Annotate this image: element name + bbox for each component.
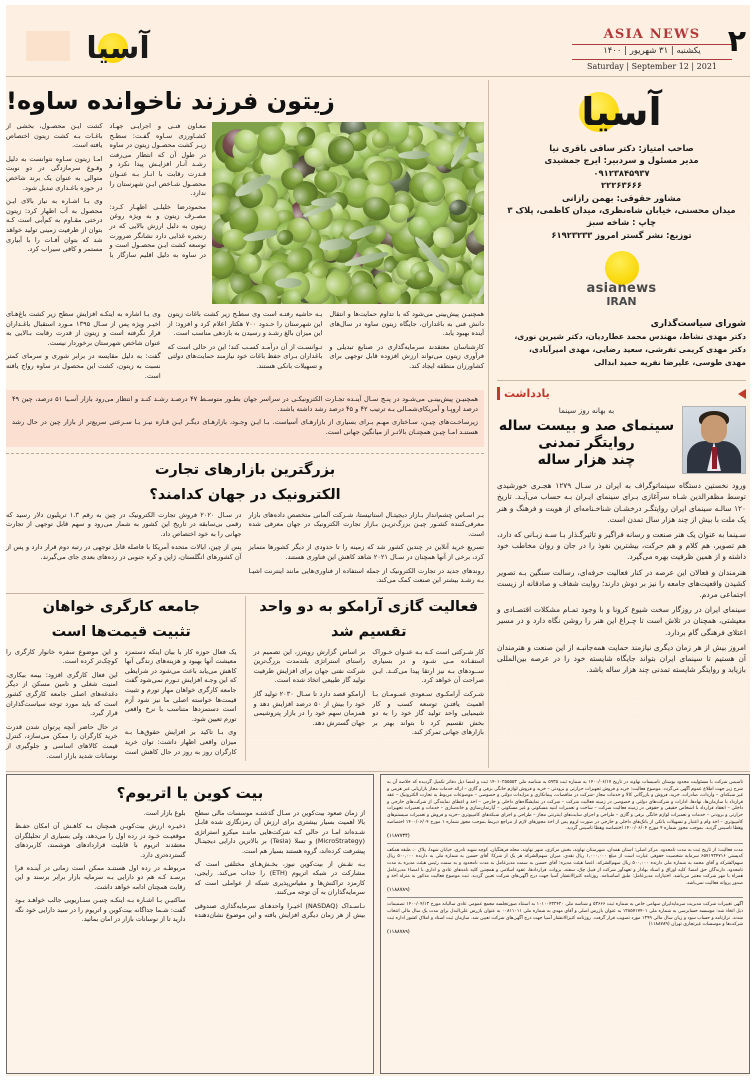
note-section-header bbox=[497, 380, 746, 400]
ecommerce-paragraph: تسریع خرید آنلاین در چندین کشور شد که زمینه را تا حدودی از دیگر کشورها متمایز کرد، برخی از آنها همچنان در سـال ۲۰۲۱ شاهد کاهش این فناوری هستند. bbox=[248, 543, 484, 561]
note-title-line-2: روایتگر تمدنی bbox=[538, 435, 635, 452]
lead-paragraph: کارشناسان معتقدند سرمایه‌گذاری در صنایع تبدیلی و فرآوری زیتون می‌تواند ارزش افزوده قابل توجهی برای کشاورزان منطقه ایجاد کند. bbox=[329, 342, 484, 370]
ecommerce-paragraph: روندهای جدید در تجارت الکترونیک از جمله استفاده از فناوری‌هایی مانند اینترنت اشیـا بـه رشـد بیشتر این صنعت کمک می‌کند. bbox=[248, 566, 484, 585]
masthead-director: مدیر مسئول و سردبیر: ایرج جمشیدی bbox=[544, 155, 699, 166]
page-number: ۲ bbox=[727, 24, 746, 59]
note-paragraph: سـینما به عنوان یک هنر صنعت و رسانه فراگیر و تاثیرگـذار بـا سـه زبـانی که دارد، هم تصویر، هم کلام و هم حرکت، بیشترین نفوذ را در جان و روان مخاطب خود داشته و از همین ظرفیت بهره می‌گیرد. bbox=[497, 530, 746, 562]
lead-paragraph: محمودرضا خلیلـی اظهـار کـرد: مصـرف زیتون و به ویژه روغن زیتون به دلیل ارزش بالایی که در زنجیره غذایی دارد نشانگر ضرورت توسعه کشت ایـن محصـول است و در ساوه به دلیل اقلیم سازگار با کشت ایـن محصـول، بخشی از باغـات بـه کشت زیتون اختصاص یافته است. bbox=[6, 122, 206, 259]
masthead-owner: صاحب امتیاز: دکتر سافی باقری نیا bbox=[549, 143, 694, 153]
labor-paragraph: در حال حاضر آنچه پرتوان شدن قدرت خرید کارگران را ممکن می‌سازد، کنترل قیمت کالاهای اساسی و جلوگیری از نوسانات شدید بازار است. bbox=[6, 722, 118, 760]
policy-council-names-3: مهدی طوسی، علیرضا نفریه حمید ابدالی bbox=[593, 358, 746, 368]
highlight-paragraph: همچنیـن پیش‌بینـی می‌شـود در پنـج سـال آینـده تجـارت الکترونیکـی در سراسر جهان بطـور متوسـط ۴۷ درصـد رشـد کنـد و انتظار می‌رود بازار آسـیا ۵۱ درصد، چین ۴۹ درصد اروپـا و آمریکای‌شمـالی بـه ترتیب ۴۲ و ۴۵ درصد رشد داشته باشند. bbox=[12, 395, 478, 413]
policy-council-names-2: دکتر مهدی کریمی تفرشی، سعید رضایی، مهدی امیرآبادی، bbox=[528, 345, 746, 355]
crypto-paragraph: بـه نقـش از بیت‌کوین نیوز، بخـش‌هـای مختلفی است که مشارکت در شبکه اتریوم (ETH) را جذاب می‌کند. رایجی، کارمزد تراکنش‌ها و مقیاس‌پذیری شبکه از عواملی است که سرمایه‌گذاران به آن توجه می‌کنند. bbox=[194, 860, 365, 897]
lead-paragraph: معـاون فنـی و اجرایـی جهـاد کشـاورزی سـاوه گفـت: سطـح زیـر کشت محصـول زیتون در ساوه در طول آن که انتظار می‌رفت رشـد آنـار افزایـش پیدا نکرد و قـدرت رقابت با انـار بـه عنـوان محصـول شـاخص ایـن شهرستان را ندارد. bbox=[109, 122, 206, 198]
masthead-logo-large bbox=[527, 84, 717, 140]
page-edge-bottom bbox=[0, 1076, 755, 1080]
lead-hero-row bbox=[6, 122, 484, 304]
aramco-headline-line-2: تقسیم شد bbox=[330, 623, 407, 640]
date-persian: یکشنبه | ۳۱ شهریور | ۱۴۰۰ bbox=[603, 46, 701, 56]
article-ecommerce bbox=[6, 459, 484, 586]
lead-paragraph: تـوانسـت از آن درآمـد کسـب کند؛ این در حالی است که باغداران بـرای حفظ باغات خود نیازمند حمایت‌های دولتی و تسهیلات بانکی هستند. bbox=[167, 342, 323, 370]
labor-paragraph: این فعال کارگری افزود: بیمه بیکاری، امنیت شغلی و تامین مسکن از دیگر دغدغه‌های اصلی جامعه کارگری کشور است که باید مورد توجه سیاست‌گذاران قرار گیرد. bbox=[6, 670, 118, 718]
labor-paragraph: یک فعال حوزه کار با بیان اینکه دستمزد معیشت آنها بهبود و هزینه‌های زندگی آنها کاهش می‌یابد باعث می‌شود در شرایطی که این وجـه افزایش تـورم نمی‌شود گفت جامعه کارگری خواهان مهار تورم و تثبیت قیمت‌ها خواسته اصلی ما نیز شود آزم است دستمزدها متناسب با نرخ واقعی تورم تعیین شود. bbox=[124, 647, 237, 723]
policy-council-names-1: دکتر مهدی نشاط، مهندس محمد عطاردیان، دکتر شیرین نوری، bbox=[514, 332, 746, 342]
brandmark-block bbox=[497, 251, 746, 315]
header-dateline bbox=[572, 27, 732, 72]
note-accent-bar bbox=[497, 387, 500, 400]
article-labor bbox=[6, 596, 246, 762]
note-kicker: به بهانه روز سینما bbox=[558, 406, 615, 416]
crypto-article-box bbox=[6, 774, 374, 1074]
note-title-group bbox=[497, 406, 676, 469]
aramco-body bbox=[254, 648, 485, 738]
author-photo-tie bbox=[712, 447, 717, 469]
highlight-box bbox=[6, 390, 484, 446]
section-divider bbox=[6, 593, 484, 594]
lead-headline: زیتون فرزند ناخوانده ساوه! bbox=[6, 87, 335, 115]
note-body-text bbox=[497, 480, 746, 679]
legal-notice-2: مدت فعالیت: از تاریخ ثبت به مدت نامحدود. مرکز اصلی: استان همدان، شهرستان نهاوند، بخش مرکزی، شهر نهاوند، محله فرهنگیان، کوچه شهید نادری، خیابان شهدا، پلاک ۰، طبقه همکف کدپستی ۶۵۷۱۹۳۴۷۱۶ سرمایه شخصیت حقوقی عبارت است از مبلغ ۱,۰۰۰,۰۰۰ ریال نقدی. میزان سهم‌الشرکه هر یک از شرکا: آقای حسین به شماره ملی به دارنده ۵۰۰,۰۰۰ ریال سهم‌الشرکه و آقای محمد به شماره ملی دارنده ۵۰۰,۰۰۰ ریال سهم‌الشرکه. اعضا هیئت مدیره: آقای حسین به سمت مدیرعامل به مدت نامحدود و به سمت رئیس هیئت مدیره به مدت نامحدود. دارندگان حق امضا: کلیه اوراق و اسناد بهادار و تعهدآور شرکت از قبیل چک، سفته، بروات، قراردادها، عقود اسلامی و همچنین کلیه نامه‌های عادی و اداری با امضاء مدیرعامل همراه با مهر شرکت معتبر می‌باشد. اختیارات مدیرعامل: طبق اساسنامه. روزنامه کثیرالانتشار آسیا جهت درج آگهی‌های شرکت تعیین گردید. ثبت موضوع فعالیت مذکور به منزله اخذ و صدور پروانه فعالیت نمی‌باشد. bbox=[387, 847, 744, 886]
aramco-paragraph: کار شـرکتی است کـه بـه عنـوان خـوراک استفـاده مـی شـود و در بسیاری ســودهای بـه نیز ارتقا پیدا می‌کنـد. ایـن صراحت آن خواهد کرد. bbox=[372, 647, 484, 685]
ecommerce-headline-line-1: بزرگترین بازارهای تجارت bbox=[154, 461, 336, 478]
masthead-logo-small bbox=[68, 25, 164, 75]
secondary-articles-row-2 bbox=[6, 596, 484, 762]
note-label-group bbox=[497, 387, 550, 400]
logo-script-text: آسیا bbox=[581, 90, 662, 134]
crypto-paragraph: ذخیـره ارزش بیت‌کویـن همچنان بـه کاهـش آن امکان حفـظ موقعیـت خـود در رده اول را می‌دهد، ولی بسیاری از تحلیلگران معتقدند اتریوم با قابلیت قراردادهای هوشمند، کاربردهای گسترده‌تری دارد. bbox=[15, 822, 186, 859]
aramco-headline-line-1: فعالیت گازی آرامکو به دو واحد bbox=[259, 598, 479, 615]
note-paragraph: امروز بیش از هر زمان دیگری نیازمند حمایت همه‌جانبـه از این صنعت و هنرمندان آن هستیم تا سینمای ایران بتواند جایگاه شایسته خود را در عرصه بین‌المللی بازیابد و روایتگر شایسته تمدنی چند هزار ساله باشد. bbox=[497, 642, 746, 675]
masthead-sidebar bbox=[488, 80, 750, 768]
lead-paragraph: وی بـا اشـاره به نیاز بالای ایـن محصول به آب اظهار کرد: زیتون درختی مقـاوم به کم‌آبی است کـه بتوان از ظرفیت زمینی تولید خواهد شد که بتوان آفـات را با آبیاری مستمر و کافی سیراب کرد. bbox=[6, 197, 103, 254]
lead-text-columns-top bbox=[6, 122, 206, 260]
brandmark-name: asianews bbox=[586, 281, 657, 297]
note-title-line-1: سینمای صد و بیست ساله bbox=[498, 418, 675, 435]
dashed-divider bbox=[6, 453, 484, 454]
aramco-paragraph: بر اساس گزارش رویترز، این تصمیم در راستای استراتژی بلندمدت بزرگ‌ترین شرکت نفتی جهان برای افزایش ظرفیت تولید گاز طبیعی اتخاذ شده است. bbox=[253, 647, 366, 685]
legal-notices-box bbox=[380, 774, 750, 1074]
highlight-paragraph: زیرساخـت‌های چیـن، سـاختاری مهـم بـرای بسیاری از بازارهـای آسیاست. بـا ایـن وجـود، بازارهـای دیگـر ایـن قـاره نیـز بـا سـرعتی سریع‌تر از بازار چین در حال رشد هستنـد امـا چیـن همچنـان بالاتـر از میانگین جهانی است. bbox=[12, 418, 478, 436]
crypto-paragraph: مربوطـه در رده اول هستنـد ممکن است زمانی در آینـده فرا برسـد کـه هم دو دارایی بـه سرمایه بازار برابر برسند و این رقابت همچنان ادامه خواهد داشت. bbox=[15, 864, 186, 891]
note-paragraph: سینمای ایران در روزگار سخت شیوع کرونا و با وجود تمـام مشکلات اقتصـادی و معیشتی، همچنان در تلاش است تا چـراغ این هنر را روشن نگاه دارد و در مسیر اعتلای فرهنگی گام بردارد. bbox=[497, 605, 746, 637]
lead-paragraph: وی بـا اشاره به اینکـه افزایش سطح زیر کشت باغ‌هـای اخیـر ویژه پس از سـال ۱۳۹۵ مـورد استقبال باغـداران قرار نگرفته است و زیتون از قدرت رقابت بـالایی به عنوان شاخص شهرستان برخوردار نیست. bbox=[5, 310, 161, 347]
labor-body bbox=[6, 648, 237, 762]
bottom-divider bbox=[6, 771, 750, 772]
labor-headline-line-1: جامعه کارگری خواهان bbox=[42, 598, 200, 615]
masthead-distribution: توزیع: نشر گستر امروز ۶۱۹۲۳۲۳۳ bbox=[551, 229, 692, 240]
legal-separator bbox=[387, 897, 743, 898]
page-content bbox=[6, 80, 750, 1074]
note-paragraph: هنرمندان و فعالان این عرصه در کنار فعالیت حرفه‌ای، رسالت سنگین بـه تصویر کشیدن واقعیت‌های جامعه را نیز بر دوش دارند؛ روایت شفاف و صادقانه از زیست اجتماعی مردم. bbox=[497, 567, 746, 600]
legal-code-1: (۱۱۸۷۷۳۴) bbox=[387, 832, 410, 839]
header-divider bbox=[6, 76, 750, 77]
page-edge-right bbox=[750, 0, 755, 1080]
sun-icon bbox=[605, 251, 639, 285]
masthead-phone-1: ۰۹۱۲۳۸۴۵۹۳۷ bbox=[593, 167, 650, 178]
crypto-headline: بیت کوین یا اتریوم؟ bbox=[116, 784, 264, 802]
lead-column-mid bbox=[168, 310, 323, 385]
masthead-phone-2: ۲۲۲۶۳۶۶۶ bbox=[601, 180, 642, 191]
ecommerce-paragraph: پس از چین، ایالات متحده آمریکا با فاصله قابل توجهی در رتبه دوم قرار دارد و پس از آن کشورهای انگلستان، ژاپن و کره جنوبی در رده‌های بعدی جای می‌گیرند. bbox=[6, 543, 242, 561]
legal-code-2: (۱۱۸۸۷۸۹) bbox=[387, 887, 410, 894]
masthead-legal-advisor: مشاور حقوقی: بهمن رازانی bbox=[561, 192, 682, 203]
play-arrow-icon bbox=[738, 389, 746, 399]
logo-script-text: آسیا bbox=[86, 31, 150, 66]
header-rule-bottom bbox=[572, 59, 732, 60]
header-rule-top bbox=[572, 44, 732, 45]
masthead-block bbox=[497, 80, 746, 241]
lead-column-left bbox=[329, 310, 484, 385]
ecommerce-headline-line-2: الکترونیک در جهان کدامند؟ bbox=[149, 486, 341, 503]
crypto-body bbox=[15, 809, 365, 924]
secondary-articles-row-1 bbox=[6, 459, 484, 586]
aramco-paragraph: آرامکو قصد دارد تا سـال ۲۰۳۰ تولید گاز خود را بیش از ۵۰ درصد افزایش دهد و همزمان سهم خود را در بازار پتروشیمی جهان گسترش دهد. bbox=[253, 690, 366, 727]
aramco-paragraph: شـرکت آرامکـوی سـعودی عمـومـان بـا اهمیت یافتـن توسعه کسب و کار شیمیایی واحد تولید گاز خود را به دو بخش تقسیم کرد تا بتواند بهتر بر بازارهای جهانی تمرکز کند. bbox=[372, 690, 484, 737]
note-paragraph: ورود نخستین دستگاه سینماتوگراف به ایران در سـال ۱۲۷۹ هجـری خورشیدی توسط مظفرالدین شـاه سرآغازی بـرای سینمای ایـران بـه حساب می‌آیـد. تاریخ ۱۲۰ سالـه سینمای ایران روایتگـر درخشـان شناخـنامه‌ای از هویت و فرهنگ و هنر یک ملت با بیش از چند هزار سال تمدن است. bbox=[497, 481, 746, 524]
lead-paragraph: بـه حاشیه رفتـه است وی سطـح زیر کشت باغات زیتون این شهرستان را حـدود ۷۰۰ هکتار اعلام کرد و افزود: از این میزان بالغ رشـد و رسیدن به بازدهی مناسب است. bbox=[167, 310, 323, 338]
olives-photo bbox=[212, 122, 484, 304]
ecommerce-paragraph: در سـال ۲۰۲۰ فروش تجارت الکترونیک در چین به رقم ۱.۳ تریلیون دلار رسید که رقمی بی‌سابقه در تاریخ این کشور به شمار می‌رود و سهم قابل توجهی از تجارت جهانی را به خود اختصاص داد. bbox=[6, 510, 242, 538]
legal-notice-1: تاسیس شرکت با مسئولیت محدود بوستان تاسیسات نهاوند در تاریخ ۱۴۰۰/۰۶/۱۷ به شماره ثبت ۵۹۳۵ به شناسه ملی ۱۴۰۱۰۲۵۵۵۵۳ ثبت و امضا ذیل دفاتر تکمیل گردیده که خلاصه آن به شرح زیر جهت اطلاع عموم آگهی می‌گردد. موضوع فعالیت: خرید و فروش تجهیزات حرارتی و برودتی – خرید و فروش لوازم خانگی برقی و گازی – ارائه خدمات مجاز بازاریابی غیر هرمی و غیر شبکه‌ای – واردات، صادرات، خرید، فروش و بازرگانی کالا و خدمات مجاز -شرکت در مناقصات، پیمانکاری و مزایدات دولتی و خصوصی – موضوعات مربوط به تجارت الکترونیک – عقد قرارداد با سازمان‌ها، نهادها، ادارات و شرکت‌های دولتی و خصوصی در زمینه فعالیت شرکت – شرکت در نمایشگاه‌های داخلی و خارجی – اخذ و اعطای نمایندگی از شرکت‌های خارجی و داخلی – انعقاد قرارداد با اشخاص حقیقی و حقوقی در زمینه فعالیت شرکت – ساخت و تعمیرات ابنیه مسکونی و غیر مسکونی – آپارتمان‌سازی و خانه‌سازی – خدمات و تعمیرات تجهیزات حرارتی و برودتی – خدمات و تعمیرات لوازم خانگی برقی و گازی – طراحی و اجرای سایت‌های اینترنتی مجاز – طراحی و اجرای شبکه‌های کامپیوتری –خرید و فروش و تعمیرات سیستم‌های کامپیوتری – اخذ وام و اعتبار و تسهیلات بانکی از بانک‌های داخلی و خارجی در صورت لزوم پس از اخذ مجوزهای لازم از مراجع ذیربط بموجب مجوز شماره ۱ مورخ ۱۴۰۰/۰۶/۰۴ اختصاصه وهظا تاسیس گردید. بموجب مجوز شماره ۴ مورخ ۱۴۰۰/۰۶/۰۴ اختصاصه وهظا تاسیس گردید. bbox=[387, 780, 744, 832]
header-decorative-chip bbox=[26, 31, 70, 61]
policy-council-title: شورای سیاست‌گذاری bbox=[650, 319, 746, 330]
page-header bbox=[6, 5, 750, 77]
crypto-paragraph: نـاسـداک (NASDAQ) اخیـرا واحدهـای سرمایه‌گذاری صندوقی بیش از هر زمان دیگری افزایش یافته و این موضوع نشان‌دهنده بلوغ بازار است. bbox=[143, 809, 365, 920]
lead-column-right bbox=[6, 310, 161, 385]
main-article-area bbox=[6, 80, 484, 768]
crypto-paragraph: ساکنیـن بـا اشـاره بـه اینکـه چنیـن سنـاریویی جالب خواهـد بـود گفت: شـما جداگانه بیت‌کوین و اتریوم را در سبد دارایی خود نگه دارید تا از نوسانات بازار در امان بمانید. bbox=[15, 896, 186, 924]
lead-paragraph: همچنیـن پیش‌بینی می‌شود که با تداوم حمایت‌ها و انتقال دانش فنی به باغداران، جایگاه زیتون ساوه در سال‌های آینده بهبود یابد. bbox=[329, 310, 484, 338]
ecommerce-body bbox=[6, 511, 484, 586]
crypto-paragraph: از زمان صعود بیت‌کوین در سـال گذشتـه موسسات مالی سطح بالا اهمیت بسیار بیشتری برای ارزش آن رمزنگاری شده قابـل شـده‌اند امـا در حالی کـه شرکت‌هایی ماننـد میکرو استراتژی (MicroStrategy) و تسلا (Tesla) بر بالاترین دارایی دیجیتـال پیشرفت کرده‌اند، گروه هستند بسیار هم است. bbox=[194, 809, 365, 855]
lead-paragraph: امـا زیتون سـاوه نتوانست به دلیل وقـوع سرمازدگی در دو نوبت متوالی به عنوان یک برند شاخص در حوزه باغـداری تبدیل شود. bbox=[6, 154, 103, 192]
brandmark-country: IRAN bbox=[606, 295, 637, 309]
lead-paragraph: گفت: به دلیل مقایسه در برابر شوری و سرمای کمتر نسبت به زیتون، کشت این محصول در ساوه رواج یافته است. bbox=[5, 352, 161, 380]
date-english: Saturday | September 12 | 2021 bbox=[586, 62, 718, 71]
legal-separator bbox=[387, 843, 743, 844]
ecommerce-paragraph: بـر اسـاس چشم‌انداز بـازار دیجیتـال استاتیستا، شـرکت آلمانی متخصص داده‌های بازار معرفی‌کننده کشـور چیـن بزرگ‌تریـن بـازار تجارت الکترونیک در جهان معرفی شده است. bbox=[248, 510, 484, 538]
publication-name-en: ASIA NEWS bbox=[603, 27, 701, 42]
note-headline-row bbox=[497, 406, 746, 474]
bottom-band bbox=[6, 774, 750, 1074]
labor-headline-line-2: تثبیت قیمت‌ها است bbox=[51, 623, 191, 640]
legal-code-3: (۱۱۸۸۷۸۹) bbox=[387, 928, 410, 935]
author-photo-head bbox=[701, 415, 727, 443]
author-photo bbox=[682, 406, 746, 474]
note-title-line-3: چند هزار ساله bbox=[537, 452, 636, 469]
masthead-print: چاپ : شاخه سبز bbox=[586, 217, 657, 228]
labor-paragraph: وی بـا تاکید بر افزایش حقوق‌هـا بـه میزان واقعی اظهار داشت: توان خرید کارگران روز به روز در حال کاهش است و این موضوع سفره خانوار کارگری را کوچک‌تر کرده است. bbox=[6, 647, 237, 756]
lead-text-columns-bottom bbox=[6, 310, 484, 385]
article-aramco bbox=[254, 596, 485, 762]
masthead-address: میدان محسنی، خیابان شاه‌نظری، میدان کاظمی، پلاک ۳ bbox=[507, 205, 736, 216]
note-label: یادداشت bbox=[504, 387, 550, 401]
legal-notice-3: آگهی تغییرات شرکت مدیریت سرمایه‌ایران سهامی خاص به شماره ثبت ۵۳۶۶۶ و شناسه ملی ۱۰۱۰۰۴۳۲۴۲۰ به استناد صورتجلسه مجمع عمومی عادی سالیانه مورخ ۱۴۰۰/۰۴/۱۳ تصمیمات ذیل اتخاذ شد: موسسه حسابرسی به شماره ملی ۱۲۸۵۷۱۷۴۰۱ به عنوان بازرس اصلی و آقای مهدی به شماره ملی ۰۰۸۱۱۰۱۱ به عنوان بازرس علی‌البدل برای مدت یک سال مالی انتخاب شدند. ترازنامه و حساب سود و زیان سال مالی ۱۳۹۹ مورد تصویب قرار گرفت. روزنامه کثیرالانتشار آسیا جهت درج آگهی‌های شرکت تعیین شد. سازمان ثبت اسناد و املاک کشور اداره ثبت شرکت‌ها و موسسات غیرتجاری تهران (۱۱۸۸۷۸۹) bbox=[387, 902, 743, 928]
